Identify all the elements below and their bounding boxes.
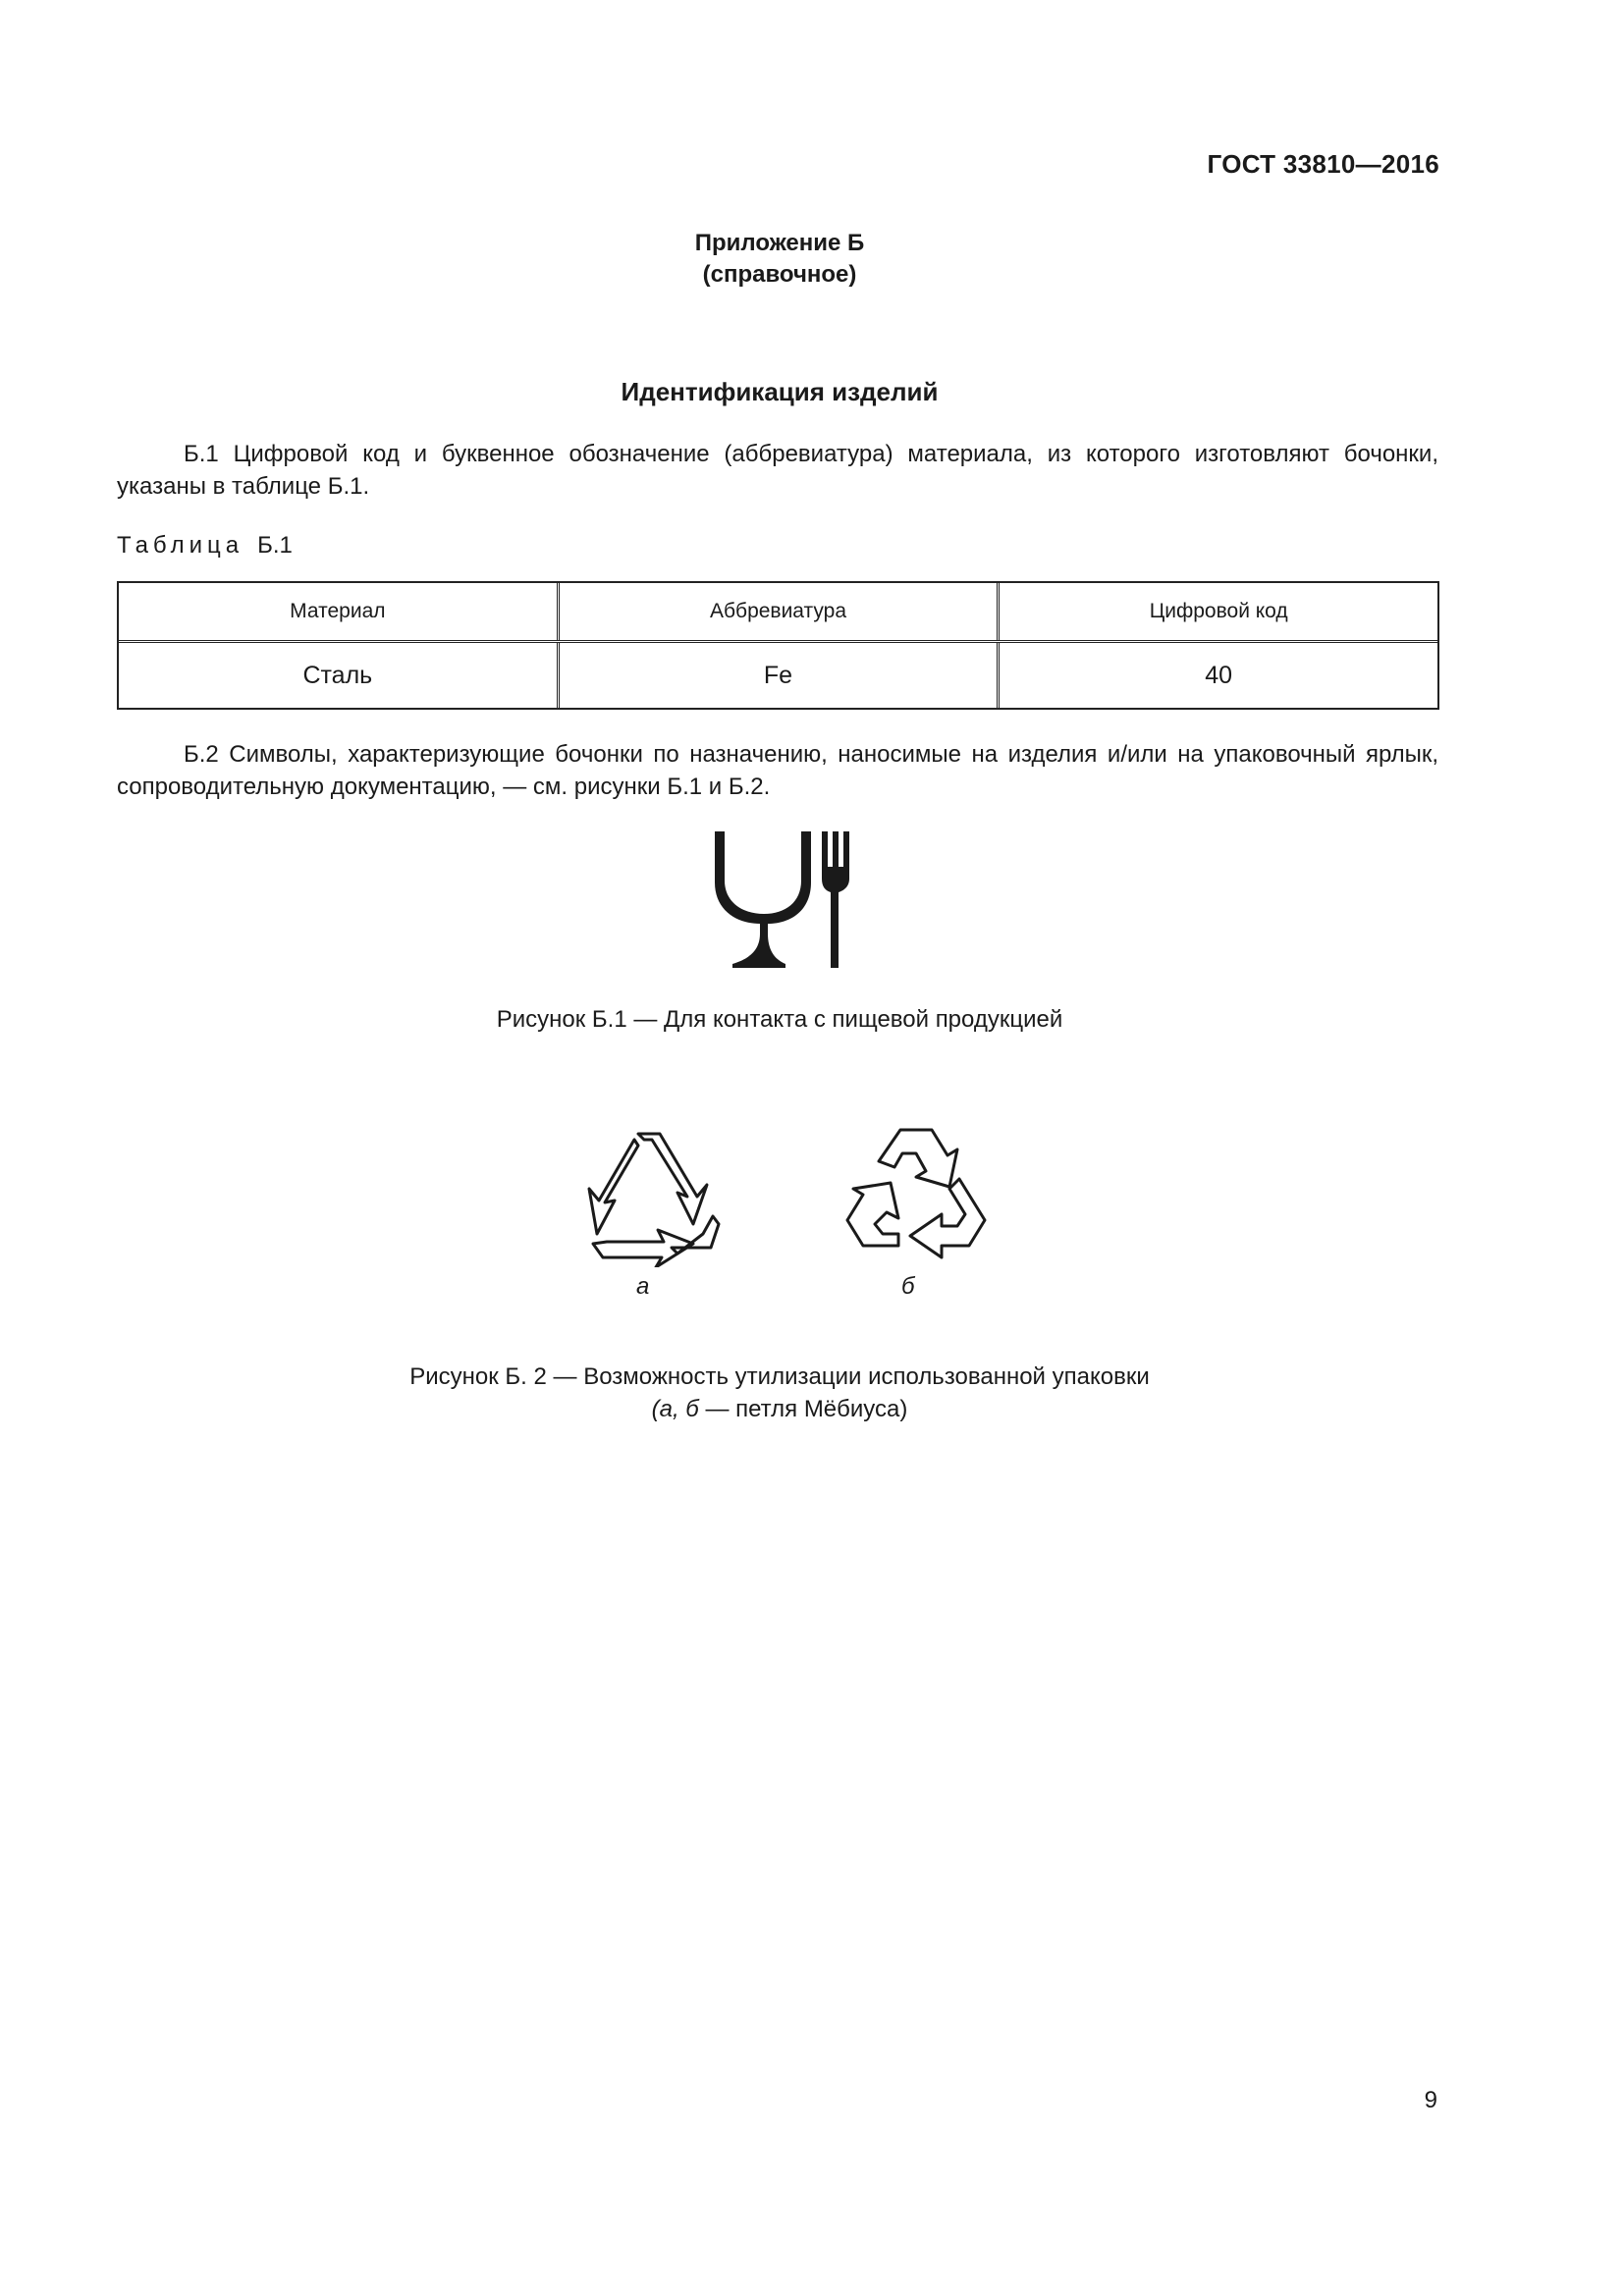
figure-b2-caption-line1: Рисунок Б. 2 — Возможность утилизации использованной упаковки [409, 1363, 1150, 1390]
mobius-loop-triangle-icon [575, 1126, 723, 1267]
figure-b2-label-b: б [901, 1273, 915, 1300]
table-header-row [119, 583, 1437, 643]
table-header-abbreviation: Аббревиатура [557, 583, 998, 640]
section-title: Идентификация изделий [621, 377, 939, 406]
document-code: ГОСТ 33810—2016 [1207, 149, 1439, 179]
paragraph-b1-text: Б.1 Цифровой код и буквенное обозначение (аббревиатура) материала, из которого изготовляют бочонки, указаны в таблице Б.1. [117, 441, 1438, 500]
appendix-title: Приложение Б [694, 230, 865, 256]
glass-fork-food-contact-icon [709, 828, 852, 971]
table-caption-number: Б.1 [257, 532, 293, 559]
figure-b2-caption-italic: (а, б [651, 1396, 699, 1422]
figure-b2-caption [0, 1361, 1559, 1425]
page-number: 9 [1424, 2087, 1437, 2113]
mobius-loop-recycle-icon [839, 1126, 987, 1267]
appendix-subtitle: (справочное) [702, 261, 857, 288]
figure-b2-caption-rest: — петля Мёбиуса) [698, 1396, 908, 1422]
paragraph-b2-text: Б.2 Символы, характеризующие бочонки по назначению, наносимые на изделия и/или на упаковочный ярлык, сопроводительную документацию, — см. рисунки Б.1 и Б.2. [117, 741, 1438, 800]
figure-b2-caption-line2 [0, 1393, 1559, 1425]
figure-b2-label-a: а [636, 1273, 650, 1300]
materials-table [117, 581, 1439, 710]
table-cell-material: Сталь [302, 661, 373, 689]
table-header-material: Материал [290, 600, 386, 622]
paragraph-b1 [117, 438, 1438, 503]
table-header-digital-code: Цифровой код [997, 583, 1437, 640]
paragraph-b2 [117, 738, 1438, 803]
appendix-heading [0, 228, 1559, 291]
table-caption-word: Таблица [117, 532, 244, 559]
table-cell-digital-code: 40 [997, 643, 1437, 708]
table-cell-abbreviation: Fe [557, 643, 998, 708]
figure-b1-caption: Рисунок Б.1 — Для контакта с пищевой продукцией [496, 1006, 1063, 1033]
table-row [119, 643, 1437, 708]
table-caption [117, 532, 293, 560]
